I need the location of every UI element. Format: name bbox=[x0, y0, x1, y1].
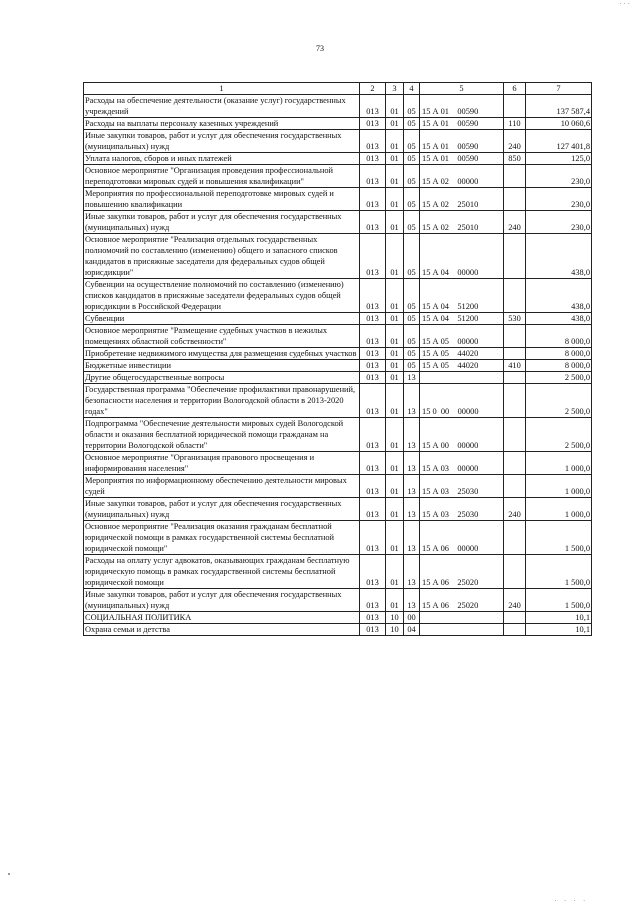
row-ved-cell: 013 bbox=[360, 384, 386, 418]
row-pr-cell: 13 bbox=[404, 589, 420, 612]
row-ved-cell: 013 bbox=[360, 118, 386, 130]
row-sum-cell: 10,1 bbox=[526, 612, 592, 624]
row-name-cell: Иные закупки товаров, работ и услуг для обеспечения государственных (муниципальных) нужд bbox=[84, 130, 360, 153]
row-pr-cell: 05 bbox=[404, 188, 420, 211]
row-rz-cell: 01 bbox=[386, 153, 404, 165]
header-cell: 4 bbox=[404, 83, 420, 95]
row-rz-cell: 01 bbox=[386, 325, 404, 348]
row-rz-cell: 01 bbox=[386, 360, 404, 372]
row-rz-cell: 01 bbox=[386, 279, 404, 313]
table-header-row bbox=[84, 83, 592, 95]
row-csr-cell: 15 А 01 00590 bbox=[420, 130, 504, 153]
row-sum-cell: 230,0 bbox=[526, 188, 592, 211]
table-row bbox=[84, 211, 592, 234]
row-vr-cell bbox=[504, 279, 526, 313]
table-row bbox=[84, 118, 592, 130]
row-csr-cell: 15 А 04 00000 bbox=[420, 234, 504, 279]
row-vr-cell bbox=[504, 555, 526, 589]
row-ved-cell: 013 bbox=[360, 234, 386, 279]
row-vr-cell: 410 bbox=[504, 360, 526, 372]
row-csr-cell: 15 А 04 51200 bbox=[420, 279, 504, 313]
row-sum-cell: 125,0 bbox=[526, 153, 592, 165]
row-name-cell: Уплата налогов, сборов и иных платежей bbox=[84, 153, 360, 165]
row-pr-cell: 05 bbox=[404, 211, 420, 234]
row-sum-cell: 127 401,8 bbox=[526, 130, 592, 153]
row-ved-cell: 013 bbox=[360, 279, 386, 313]
row-sum-cell: 1 500,0 bbox=[526, 555, 592, 589]
row-vr-cell bbox=[504, 372, 526, 384]
row-name-cell: Основное мероприятие "Реализация оказания гражданам бесплатной юридической помощи в рамках государственной системы бесплатной юридической помощи" bbox=[84, 521, 360, 555]
row-ved-cell: 013 bbox=[360, 165, 386, 188]
row-vr-cell: 850 bbox=[504, 153, 526, 165]
table-row bbox=[84, 384, 592, 418]
table-row bbox=[84, 452, 592, 475]
row-rz-cell: 10 bbox=[386, 612, 404, 624]
row-sum-cell: 10 060,6 bbox=[526, 118, 592, 130]
row-ved-cell: 013 bbox=[360, 589, 386, 612]
row-ved-cell: 013 bbox=[360, 360, 386, 372]
row-sum-cell: 137 587,4 bbox=[526, 95, 592, 118]
row-vr-cell bbox=[504, 348, 526, 360]
row-name-cell: Расходы на оплату услуг адвокатов, оказывающих гражданам бесплатную юридическую помощь в рамках государственной системы бесплатной юридической помощи bbox=[84, 555, 360, 589]
row-sum-cell: 8 000,0 bbox=[526, 325, 592, 348]
row-sum-cell: 2 500,0 bbox=[526, 418, 592, 452]
row-ved-cell: 013 bbox=[360, 153, 386, 165]
table-row bbox=[84, 234, 592, 279]
row-pr-cell: 05 bbox=[404, 234, 420, 279]
row-rz-cell: 01 bbox=[386, 384, 404, 418]
row-csr-cell: 15 А 02 25010 bbox=[420, 211, 504, 234]
row-ved-cell: 013 bbox=[360, 325, 386, 348]
header-cell: 6 bbox=[504, 83, 526, 95]
row-csr-cell: 15 А 04 51200 bbox=[420, 313, 504, 325]
row-rz-cell: 01 bbox=[386, 313, 404, 325]
row-ved-cell: 013 bbox=[360, 521, 386, 555]
row-pr-cell: 13 bbox=[404, 498, 420, 521]
row-vr-cell: 240 bbox=[504, 498, 526, 521]
row-sum-cell: 230,0 bbox=[526, 165, 592, 188]
row-vr-cell bbox=[504, 521, 526, 555]
row-pr-cell: 04 bbox=[404, 624, 420, 636]
row-vr-cell: 240 bbox=[504, 589, 526, 612]
row-csr-cell: 15 А 00 00000 bbox=[420, 418, 504, 452]
row-pr-cell: 00 bbox=[404, 612, 420, 624]
header-cell: 1 bbox=[84, 83, 360, 95]
table-row bbox=[84, 521, 592, 555]
row-csr-cell: 15 А 05 44020 bbox=[420, 348, 504, 360]
row-csr-cell bbox=[420, 372, 504, 384]
row-vr-cell: 240 bbox=[504, 211, 526, 234]
row-pr-cell: 13 bbox=[404, 452, 420, 475]
row-rz-cell: 01 bbox=[386, 118, 404, 130]
row-sum-cell: 230,0 bbox=[526, 211, 592, 234]
scan-corner-mark: · · · bbox=[619, 0, 630, 8]
row-ved-cell: 013 bbox=[360, 624, 386, 636]
row-vr-cell: 110 bbox=[504, 118, 526, 130]
table-row bbox=[84, 555, 592, 589]
row-name-cell: Расходы на выплаты персоналу казенных учреждений bbox=[84, 118, 360, 130]
row-rz-cell: 01 bbox=[386, 452, 404, 475]
row-vr-cell: 240 bbox=[504, 130, 526, 153]
row-sum-cell: 1 500,0 bbox=[526, 521, 592, 555]
row-sum-cell: 438,0 bbox=[526, 313, 592, 325]
table-row bbox=[84, 372, 592, 384]
row-vr-cell bbox=[504, 95, 526, 118]
row-csr-cell: 15 А 05 00000 bbox=[420, 325, 504, 348]
row-ved-cell: 013 bbox=[360, 372, 386, 384]
row-csr-cell: 15 А 02 25010 bbox=[420, 188, 504, 211]
table-row bbox=[84, 95, 592, 118]
row-ved-cell: 013 bbox=[360, 211, 386, 234]
row-rz-cell: 01 bbox=[386, 165, 404, 188]
row-pr-cell: 13 bbox=[404, 384, 420, 418]
row-rz-cell: 01 bbox=[386, 475, 404, 498]
row-csr-cell: 15 А 02 00000 bbox=[420, 165, 504, 188]
row-pr-cell: 05 bbox=[404, 95, 420, 118]
table-row bbox=[84, 360, 592, 372]
header-cell: 7 bbox=[526, 83, 592, 95]
row-vr-cell bbox=[504, 418, 526, 452]
row-name-cell: Другие общегосударственные вопросы bbox=[84, 372, 360, 384]
row-rz-cell: 01 bbox=[386, 555, 404, 589]
row-pr-cell: 13 bbox=[404, 521, 420, 555]
table-row bbox=[84, 153, 592, 165]
row-ved-cell: 013 bbox=[360, 95, 386, 118]
table-row bbox=[84, 475, 592, 498]
row-rz-cell: 01 bbox=[386, 188, 404, 211]
row-ved-cell: 013 bbox=[360, 555, 386, 589]
row-name-cell: Подпрограмма "Обеспечение деятельности мировых судей Вологодской области и оказания бесплатной юридической помощи гражданам на территории Вологодской области" bbox=[84, 418, 360, 452]
row-vr-cell: 530 bbox=[504, 313, 526, 325]
row-name-cell: Основное мероприятие "Организация правового просвещения и информирования населения" bbox=[84, 452, 360, 475]
row-csr-cell: 15 А 01 00590 bbox=[420, 153, 504, 165]
row-rz-cell: 01 bbox=[386, 418, 404, 452]
table-row bbox=[84, 612, 592, 624]
row-pr-cell: 05 bbox=[404, 348, 420, 360]
row-name-cell: Основное мероприятие "Размещение судебных участков в нежилых помещениях областной собственности" bbox=[84, 325, 360, 348]
row-ved-cell: 013 bbox=[360, 418, 386, 452]
table-row bbox=[84, 589, 592, 612]
table-row bbox=[84, 279, 592, 313]
row-sum-cell: 2 500,0 bbox=[526, 372, 592, 384]
row-rz-cell: 01 bbox=[386, 234, 404, 279]
row-rz-cell: 01 bbox=[386, 130, 404, 153]
row-rz-cell: 01 bbox=[386, 348, 404, 360]
row-vr-cell bbox=[504, 612, 526, 624]
row-pr-cell: 05 bbox=[404, 360, 420, 372]
table-row bbox=[84, 313, 592, 325]
scan-bottom-mark: . . . . bbox=[554, 895, 588, 903]
row-csr-cell: 15 А 06 00000 bbox=[420, 521, 504, 555]
row-ved-cell: 013 bbox=[360, 475, 386, 498]
row-name-cell: Субвенции bbox=[84, 313, 360, 325]
row-csr-cell: 15 А 05 44020 bbox=[420, 360, 504, 372]
table-row bbox=[84, 325, 592, 348]
row-pr-cell: 05 bbox=[404, 165, 420, 188]
row-name-cell: Мероприятия по информационному обеспечению деятельности мировых судей bbox=[84, 475, 360, 498]
row-pr-cell: 13 bbox=[404, 372, 420, 384]
row-name-cell: Иные закупки товаров, работ и услуг для обеспечения государственных (муниципальных) нужд bbox=[84, 589, 360, 612]
row-ved-cell: 013 bbox=[360, 130, 386, 153]
table-row bbox=[84, 165, 592, 188]
row-csr-cell: 15 А 01 00590 bbox=[420, 95, 504, 118]
page-number: 73 bbox=[316, 44, 324, 53]
row-name-cell: Приобретение недвижимого имущества для размещения судебных участков bbox=[84, 348, 360, 360]
row-name-cell: Расходы на обеспечение деятельности (оказание услуг) государственных учреждений bbox=[84, 95, 360, 118]
row-pr-cell: 13 bbox=[404, 475, 420, 498]
row-pr-cell: 05 bbox=[404, 130, 420, 153]
row-csr-cell: 15 А 06 25020 bbox=[420, 589, 504, 612]
row-rz-cell: 01 bbox=[386, 498, 404, 521]
row-ved-cell: 013 bbox=[360, 313, 386, 325]
row-csr-cell: 15 А 01 00590 bbox=[420, 118, 504, 130]
table-row bbox=[84, 624, 592, 636]
row-pr-cell: 05 bbox=[404, 325, 420, 348]
row-rz-cell: 01 bbox=[386, 372, 404, 384]
row-csr-cell: 15 А 03 25030 bbox=[420, 498, 504, 521]
row-name-cell: Иные закупки товаров, работ и услуг для обеспечения государственных (муниципальных) нужд bbox=[84, 498, 360, 521]
row-vr-cell bbox=[504, 384, 526, 418]
row-ved-cell: 013 bbox=[360, 498, 386, 521]
row-rz-cell: 01 bbox=[386, 589, 404, 612]
row-pr-cell: 05 bbox=[404, 279, 420, 313]
row-name-cell: Мероприятия по профессиональной переподготовке мировых судей и повышению квалификации bbox=[84, 188, 360, 211]
table-row bbox=[84, 418, 592, 452]
row-sum-cell: 438,0 bbox=[526, 234, 592, 279]
row-csr-cell bbox=[420, 624, 504, 636]
row-name-cell: Основное мероприятие "Реализация отдельных государственных полномочий по составлению (изменению) общего и запасного списков кандидатов в присяжные заседатели для федеральных судов общей юрисдикции" bbox=[84, 234, 360, 279]
header-cell: 5 bbox=[420, 83, 504, 95]
row-vr-cell bbox=[504, 165, 526, 188]
scan-speck bbox=[8, 873, 10, 875]
row-pr-cell: 05 bbox=[404, 153, 420, 165]
row-name-cell: Субвенции на осуществление полномочий по составлению (изменению) списков кандидатов в присяжные заседатели федеральных судов общей юрисдикции в Российской Федерации bbox=[84, 279, 360, 313]
row-vr-cell bbox=[504, 624, 526, 636]
row-name-cell: СОЦИАЛЬНАЯ ПОЛИТИКА bbox=[84, 612, 360, 624]
row-sum-cell: 1 000,0 bbox=[526, 452, 592, 475]
row-ved-cell: 013 bbox=[360, 612, 386, 624]
row-rz-cell: 01 bbox=[386, 521, 404, 555]
row-sum-cell: 1 500,0 bbox=[526, 589, 592, 612]
row-name-cell: Бюджетные инвестиции bbox=[84, 360, 360, 372]
table-row bbox=[84, 348, 592, 360]
row-vr-cell bbox=[504, 475, 526, 498]
row-rz-cell: 01 bbox=[386, 211, 404, 234]
row-sum-cell: 1 000,0 bbox=[526, 498, 592, 521]
row-pr-cell: 05 bbox=[404, 313, 420, 325]
row-name-cell: Охрана семьи и детства bbox=[84, 624, 360, 636]
row-vr-cell bbox=[504, 188, 526, 211]
row-rz-cell: 01 bbox=[386, 95, 404, 118]
row-name-cell: Иные закупки товаров, работ и услуг для обеспечения государственных (муниципальных) нужд bbox=[84, 211, 360, 234]
row-vr-cell bbox=[504, 234, 526, 279]
row-pr-cell: 13 bbox=[404, 555, 420, 589]
row-ved-cell: 013 bbox=[360, 348, 386, 360]
row-csr-cell: 15 0 00 00000 bbox=[420, 384, 504, 418]
row-csr-cell bbox=[420, 612, 504, 624]
row-sum-cell: 8 000,0 bbox=[526, 360, 592, 372]
row-vr-cell bbox=[504, 452, 526, 475]
row-name-cell: Государственная программа "Обеспечение профилактики правонарушений, безопасности населения и территории Вологодской области в 2013-2020 годах" bbox=[84, 384, 360, 418]
header-cell: 3 bbox=[386, 83, 404, 95]
row-rz-cell: 10 bbox=[386, 624, 404, 636]
row-pr-cell: 05 bbox=[404, 118, 420, 130]
row-sum-cell: 438,0 bbox=[526, 279, 592, 313]
table-row bbox=[84, 498, 592, 521]
table-row bbox=[84, 130, 592, 153]
row-csr-cell: 15 А 03 00000 bbox=[420, 452, 504, 475]
row-csr-cell: 15 А 06 25020 bbox=[420, 555, 504, 589]
row-sum-cell: 2 500,0 bbox=[526, 384, 592, 418]
row-vr-cell bbox=[504, 325, 526, 348]
row-sum-cell: 8 000,0 bbox=[526, 348, 592, 360]
row-ved-cell: 013 bbox=[360, 188, 386, 211]
budget-table bbox=[83, 82, 592, 636]
row-sum-cell: 10,1 bbox=[526, 624, 592, 636]
table-row bbox=[84, 188, 592, 211]
row-pr-cell: 13 bbox=[404, 418, 420, 452]
row-sum-cell: 1 000,0 bbox=[526, 475, 592, 498]
row-csr-cell: 15 А 03 25030 bbox=[420, 475, 504, 498]
row-name-cell: Основное мероприятие "Организация проведения профессиональной переподготовки мировых судей и повышения квалификации" bbox=[84, 165, 360, 188]
row-ved-cell: 013 bbox=[360, 452, 386, 475]
header-cell: 2 bbox=[360, 83, 386, 95]
